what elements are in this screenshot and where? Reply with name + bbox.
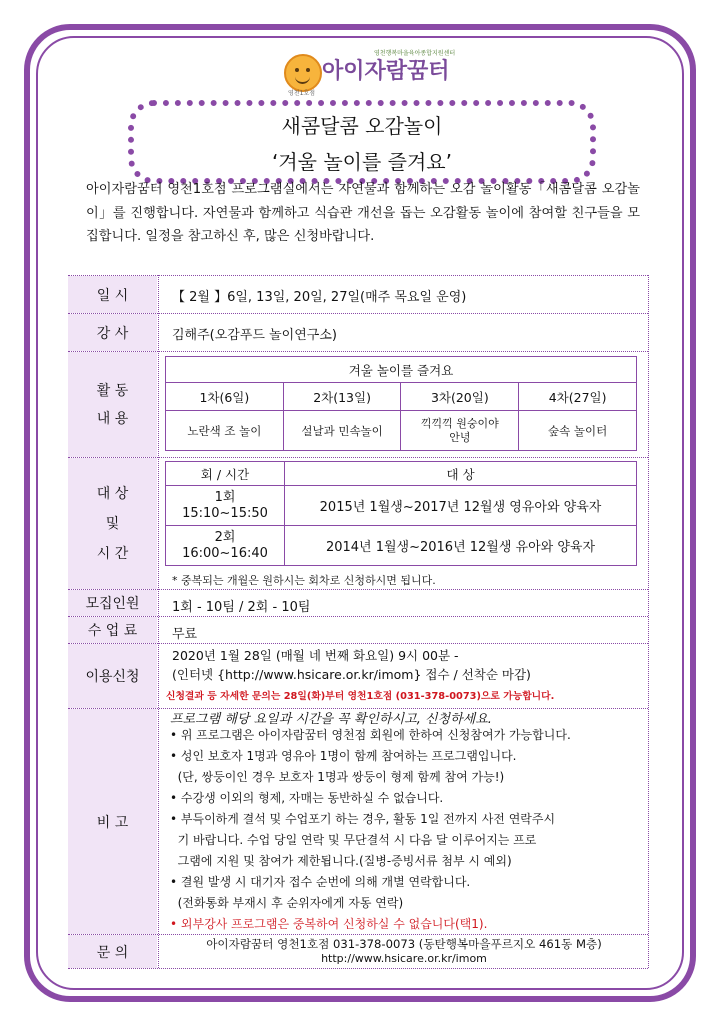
col-target-header: 대 상: [285, 462, 637, 486]
session-time: 15:10~15:50: [182, 505, 268, 521]
remark-item: (전화통화 부재시 후 순위자에게 자동 연락): [170, 896, 404, 910]
target-label-line3: 시 간: [96, 545, 129, 562]
session-time: 16:00~16:40: [182, 545, 268, 561]
session-round: 4차(27일): [519, 383, 637, 411]
contact-label: 문 의: [68, 935, 157, 968]
title-box: [128, 100, 596, 184]
instructor-value: 김해주(오감푸드 놀이연구소): [172, 328, 337, 343]
logo-name: 아이자람꿈터: [322, 59, 450, 84]
activity-label-line1: 활 동: [96, 382, 129, 399]
session-cell: [166, 486, 285, 526]
remark-item: • 결원 발생 시 대기자 접수 순번에 의해 개별 연락합니다.: [170, 875, 471, 889]
title-line1: 새콤달콤 오감놀이: [281, 114, 443, 138]
table-bottom-line: [68, 968, 648, 969]
activity-table-header: 겨울 놀이를 즐겨요: [166, 357, 637, 383]
target-label-line1: 대 상: [96, 485, 129, 502]
apply-line2: (인터넷 {http://www.hsicare.or.kr/imom} 접수 / 선착순 마감): [172, 667, 531, 682]
session-number: 2회: [214, 529, 236, 545]
fee-label: 수 업 료: [68, 617, 157, 643]
session-round: 2차(13일): [283, 383, 401, 411]
logo-top-text: 영천행복마을육아종합지원센터: [374, 50, 456, 57]
instructor-label: 강 사: [68, 314, 157, 351]
remark-item: 기 바랍니다. 수업 당일 연락 및 무단결석 시 다음 달 이루어지는 프로: [170, 833, 537, 847]
apply-line1: 2020년 1월 28일 (매월 네 번째 화요일) 9시 00분 -: [172, 648, 459, 663]
session-title-line1: 끽끽끽 원숭이야: [420, 416, 499, 430]
remark-item: (단, 쌍둥이인 경우 보호자 1명과 쌍둥이 형제 함께 참여 가능!): [170, 770, 505, 784]
logo-sub: 영천1호점: [288, 90, 316, 97]
target-cell: 2015년 1월생~2017년 12월생 영유아와 양육자: [285, 486, 637, 526]
target-note: * 중복되는 개월은 원하시는 회차로 신청하시면 됩니다.: [172, 574, 436, 587]
recruit-value: 1회 - 10팀 / 2회 - 10팀: [172, 600, 311, 615]
session-title: 노란색 조 놀이: [166, 411, 284, 451]
remark-item: • 수강생 이외의 형제, 자매는 동반하실 수 없습니다.: [170, 791, 444, 805]
intro-text: 아이자람꿈터 영천1호점 프로그램실에서는 자연물과 함께하는 오감 놀이활동「새콤달콤 오감놀이」를 진행합니다. 자연물과 함께하고 식습관 개선을 돕는 오감활동 놀이에 참여할 친구들을 모집합니다. 일정을 참고하신 후, 많은 신청바랍니다.: [86, 182, 640, 244]
target-label-line2: 및: [105, 515, 120, 532]
logo: [282, 46, 482, 98]
remark-item: 그램에 지원 및 참여가 제한됩니다.(질병-증빙서류 첨부 시 예외): [170, 854, 512, 868]
session-title: [401, 411, 519, 451]
session-title: 설날과 민속놀이: [283, 411, 401, 451]
contact-link[interactable]: http://www.hsicare.or.kr/imom: [321, 952, 487, 965]
session-round: 1차(6일): [166, 383, 284, 411]
activity-label-line2: 내 용: [96, 410, 129, 427]
fee-value: 무료: [172, 627, 198, 642]
session-number: 1회: [214, 489, 236, 505]
title-line2: ‘겨울 놀이를 즐겨요’: [272, 150, 452, 174]
remark-red-item: • 외부강사 프로그램은 중복하여 신청하실 수 없습니다(택1).: [170, 917, 488, 931]
date-value: 【 2월 】6일, 13일, 20일, 27일(매주 목요일 운영): [172, 290, 467, 305]
session-title-line2: 안녕: [449, 430, 471, 444]
activity-table: [165, 356, 637, 451]
smile-logo-icon: [284, 54, 322, 92]
remark-item: • 성인 보호자 1명과 영유아 1명이 함께 참여하는 프로그램입니다.: [170, 749, 517, 763]
session-round: 3차(20일): [401, 383, 519, 411]
apply-red-note: 신청결과 등 자세한 문의는 28일(화)부터 영천1호점 (031-378-0073)으로 가능합니다.: [166, 691, 555, 702]
recruit-label: 모집인원: [68, 590, 157, 616]
column-divider: [158, 275, 159, 968]
target-label: [68, 458, 157, 589]
date-label: 일 시: [68, 276, 157, 313]
target-cell: 2014년 1월생~2016년 12월생 유아와 양육자: [285, 526, 637, 566]
col-session-header: 회 / 시간: [166, 462, 285, 486]
target-table: [165, 461, 637, 566]
contact-line1: 아이자람꿈터 영천1호점 031-378-0073 (동탄행복마을푸르지오 461동 M층): [206, 937, 602, 951]
table-right-line: [648, 275, 649, 968]
apply-label: 이용신청: [68, 644, 157, 708]
session-cell: [166, 526, 285, 566]
activity-label: [68, 352, 157, 457]
apply-italic-note: 프로그램 해당 요일과 시간을 꼭 확인하시고, 신청하세요.: [170, 712, 492, 727]
remark-item: • 부득이하게 결석 및 수업포기 하는 경우, 활동 1일 전까지 사전 연락주시: [170, 812, 556, 826]
remarks-label: 비 고: [68, 709, 157, 934]
session-title: 숲속 놀이터: [519, 411, 637, 451]
remark-item: • 위 프로그램은 아이자람꿈터 영천점 회원에 한하여 신청참여가 가능합니다.: [170, 728, 571, 742]
